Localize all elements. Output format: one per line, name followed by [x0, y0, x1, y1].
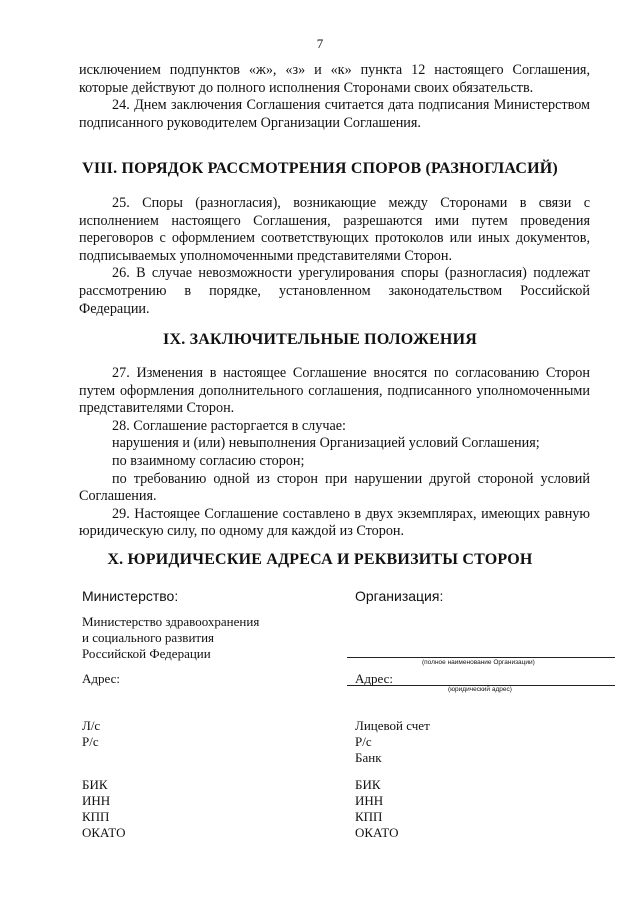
organization-address-caption: (юридический адрес) — [448, 686, 512, 693]
paragraph-24: 24. Днем заключения Соглашения считается дата подписания Министерством подписанного руководителем Организации Соглашения. — [79, 97, 590, 131]
ministry-account-ls: Л/с — [82, 718, 101, 733]
paragraph-continuation: исключением подпунктов «ж», «з» и «к» пункта 12 настоящего Соглашения, которые действуют до полного исполнения Сторонами своих обязательств. — [79, 62, 590, 96]
organization-inn: ИНН — [355, 793, 384, 808]
organization-heading: Организация: — [355, 588, 444, 604]
termination-case-1: нарушения и (или) невыполнения Организацией условий Соглашения; — [112, 435, 540, 452]
termination-case-3: по требованию одной из сторон при нарушении другой стороной условий Соглашения. — [79, 470, 590, 505]
text-block-3 — [79, 365, 590, 541]
organization-name-line — [347, 657, 615, 658]
organization-address-label: Адрес: — [355, 671, 393, 686]
ministry-bik: БИК — [82, 777, 108, 792]
ministry-heading: Министерство: — [82, 588, 179, 604]
ministry-address-label: Адрес: — [82, 671, 120, 686]
section-10-heading: X. ЮРИДИЧЕСКИЕ АДРЕСА И РЕКВИЗИТЫ СТОРОН — [107, 551, 533, 568]
organization-account-rs: Р/с — [355, 734, 372, 749]
ministry-name-line-3: Российской Федерации — [82, 646, 211, 661]
text-block-2 — [79, 195, 590, 318]
paragraph-27: 27. Изменения в настоящее Соглашение вносятся по согласованию Сторон путем оформления дополнительного соглашения, подписанного уполномоченными представителями Сторон. — [79, 365, 590, 417]
paragraph-26: 26. В случае невозможности урегулирования споры (разногласия) подлежат рассмотрению в порядке, установленном законодательством Российской Федерации. — [79, 265, 590, 317]
paragraph-29: 29. Настоящее Соглашение составлено в двух экземплярах, имеющих равную юридическую силу, по одному для каждой из Сторон. — [79, 505, 590, 540]
section-8-heading: VIII. ПОРЯДОК РАССМОТРЕНИЯ СПОРОВ (РАЗНОГЛАСИЙ) — [82, 160, 558, 177]
ministry-inn: ИНН — [82, 793, 111, 808]
ministry-okato: ОКАТО — [82, 825, 126, 840]
organization-kpp: КПП — [355, 809, 383, 824]
organization-personal-account: Лицевой счет — [355, 718, 430, 733]
organization-okato: ОКАТО — [355, 825, 399, 840]
ministry-name-line-2: и социального развития — [82, 630, 215, 645]
organization-bik: БИК — [355, 777, 381, 792]
termination-case-2: по взаимному согласию сторон; — [112, 452, 305, 469]
ministry-kpp: КПП — [82, 809, 110, 824]
section-9-heading: IX. ЗАКЛЮЧИТЕЛЬНЫЕ ПОЛОЖЕНИЯ — [163, 331, 477, 348]
organization-name-caption: (полное наименование Организации) — [422, 659, 535, 666]
paragraph-25: 25. Споры (разногласия), возникающие между Сторонами в связи с исполнением настоящего Соглашения, разрешаются ими путем проведения переговоров с оформлением соответствующих протоколов или иных документов, подписываемых уполномоченными представителями Сторон. — [79, 195, 590, 264]
text-block-1 — [79, 62, 590, 132]
organization-bank: Банк — [355, 750, 382, 765]
ministry-account-rs: Р/с — [82, 734, 99, 749]
ministry-name-line-1: Министерство здравоохранения — [82, 614, 260, 629]
paragraph-28: 28. Соглашение расторгается в случае: — [112, 417, 346, 434]
page-number: 7 — [316, 36, 324, 51]
